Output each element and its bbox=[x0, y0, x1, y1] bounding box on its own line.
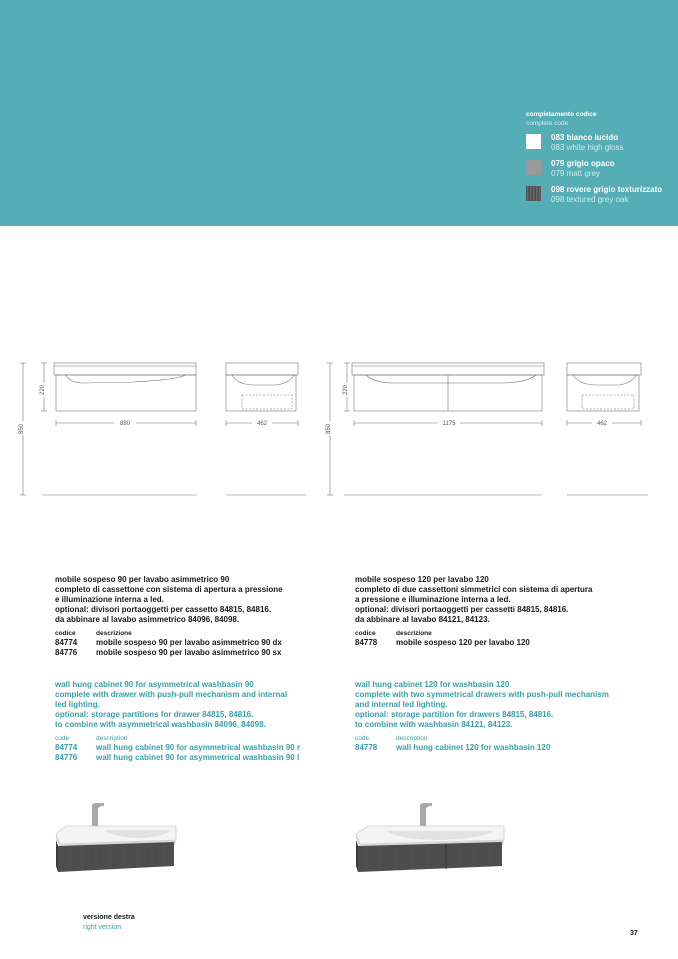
product-code: 84778 bbox=[355, 638, 378, 647]
description-header: description bbox=[396, 735, 428, 742]
code-header: code bbox=[355, 735, 370, 742]
code-table bbox=[355, 629, 592, 648]
product-title: mobile sospeso 90 per lavabo asimmetrico 90 bbox=[55, 575, 230, 584]
dim-height-total: 850 bbox=[19, 423, 25, 435]
page-number: 37 bbox=[630, 930, 638, 937]
description-line: led lighting. bbox=[55, 700, 100, 709]
version-label-en: right version bbox=[83, 923, 122, 931]
product-description-en-left bbox=[55, 680, 300, 763]
finish-label: 083 bianco lucido bbox=[551, 133, 619, 142]
code-table bbox=[355, 734, 609, 753]
legend-heading-en: complete code bbox=[526, 120, 569, 127]
version-label: versione destra bbox=[83, 914, 135, 921]
description-line: optional: divisori portaoggetti per cassetti 84815, 84816. bbox=[355, 605, 569, 614]
product-image-cabinet-120 bbox=[352, 800, 512, 896]
product-desc: mobile sospeso 120 per lavabo 120 bbox=[396, 638, 530, 647]
table-row bbox=[355, 638, 592, 648]
product-code: 84776 bbox=[55, 753, 78, 762]
dim-height-cabinet: 220 bbox=[40, 384, 46, 396]
dim-height-total: 850 bbox=[326, 423, 332, 435]
swatch-white bbox=[526, 134, 541, 149]
product-description-it-left bbox=[55, 575, 283, 658]
description-line: to combine with asymmetrical washbasin 84096, 84098. bbox=[55, 720, 266, 729]
code-table bbox=[55, 734, 300, 763]
product-desc: wall hung cabinet 120 for washbasin 120 bbox=[396, 743, 551, 752]
code-header: code bbox=[55, 735, 70, 742]
finish-grey bbox=[526, 159, 615, 179]
product-title: wall hung cabinet 120 for washbasin 120 bbox=[355, 680, 510, 689]
description-line: optional: storage partitions for drawer 84815, 84816. bbox=[55, 710, 254, 719]
description-line: complete with two symmetrical drawers with push-pull mechanism bbox=[355, 690, 609, 699]
product-desc: wall hung cabinet 90 for asymmetrical washbasin 90 l bbox=[96, 753, 300, 762]
product-desc: wall hung cabinet 90 for asymmetrical washbasin 90 r bbox=[96, 743, 301, 752]
swatch-grey bbox=[526, 160, 541, 175]
technical-drawing-left bbox=[14, 355, 310, 505]
finish-grey-oak bbox=[526, 185, 662, 205]
product-image-cabinet-90 bbox=[52, 800, 180, 896]
finish-white bbox=[526, 133, 624, 153]
dim-depth: 462 bbox=[596, 421, 608, 427]
finish-label-en: 079 matt grey bbox=[551, 169, 600, 178]
product-description-en-right bbox=[355, 680, 609, 753]
description-header: description bbox=[96, 735, 128, 742]
description-line: completo di cassettone con sistema di apertura a pressione bbox=[55, 585, 283, 594]
product-title: wall hung cabinet 90 for asymmetrical washbasin 90 bbox=[55, 680, 254, 689]
description-line: e illuminazione interna a led. bbox=[55, 595, 164, 604]
description-line: da abbinare al lavabo asimmetrico 84096, 84098. bbox=[55, 615, 240, 624]
table-row bbox=[55, 753, 300, 763]
product-code: 84774 bbox=[55, 638, 78, 647]
technical-drawing-right bbox=[314, 355, 654, 505]
code-header: codice bbox=[355, 630, 376, 637]
finish-label: 098 rovere grigio texturizzato bbox=[551, 185, 663, 194]
description-line: optional: divisori portaoggetti per cassetto 84815, 84816. bbox=[55, 605, 272, 614]
product-code: 84778 bbox=[355, 743, 378, 752]
dim-height-cabinet: 220 bbox=[343, 384, 349, 396]
legend-heading: completamento codice bbox=[526, 111, 597, 118]
table-row bbox=[355, 743, 609, 753]
dim-depth: 462 bbox=[256, 421, 268, 427]
version-caption bbox=[83, 913, 135, 932]
description-line: complete with drawer with push-pull mechanism and internal bbox=[55, 690, 288, 699]
description-header: descrizione bbox=[396, 630, 432, 637]
header-banner bbox=[0, 0, 678, 226]
product-code: 84776 bbox=[55, 648, 78, 657]
dim-width: 1175 bbox=[442, 421, 456, 427]
description-line: and internal led lighting. bbox=[355, 700, 448, 709]
code-header: codice bbox=[55, 630, 76, 637]
description-line: da abbinare al lavabo 84121, 84123. bbox=[355, 615, 490, 624]
product-title: mobile sospeso 120 per lavabo 120 bbox=[355, 575, 489, 584]
description-line: to combine with washbasin 84121, 84123. bbox=[355, 720, 513, 729]
description-line: a pressione e illuminazione interna a led. bbox=[355, 595, 511, 604]
finish-label: 079 grigio opaco bbox=[551, 159, 615, 168]
finish-label-en: 083 white high gloss bbox=[551, 143, 624, 152]
table-row bbox=[55, 638, 283, 648]
description-line: completo di due cassettoni simmetrici con sistema di apertura bbox=[355, 585, 593, 594]
code-table bbox=[55, 629, 283, 658]
dim-width: 880 bbox=[119, 421, 131, 427]
description-header: descrizione bbox=[96, 630, 132, 637]
product-description-it-right bbox=[355, 575, 592, 648]
swatch-grey-oak bbox=[526, 186, 541, 201]
product-desc: mobile sospeso 90 per lavabo asimmetrico 90 sx bbox=[96, 648, 282, 657]
product-code: 84774 bbox=[55, 743, 78, 752]
table-row bbox=[55, 743, 300, 753]
description-line: optional: storage partition for drawers 84815, 84816. bbox=[355, 710, 554, 719]
finish-label-en: 098 textured grey oak bbox=[551, 195, 629, 204]
finish-legend bbox=[526, 110, 663, 204]
product-desc: mobile sospeso 90 per lavabo asimmetrico 90 dx bbox=[96, 638, 282, 647]
table-row bbox=[55, 648, 283, 658]
